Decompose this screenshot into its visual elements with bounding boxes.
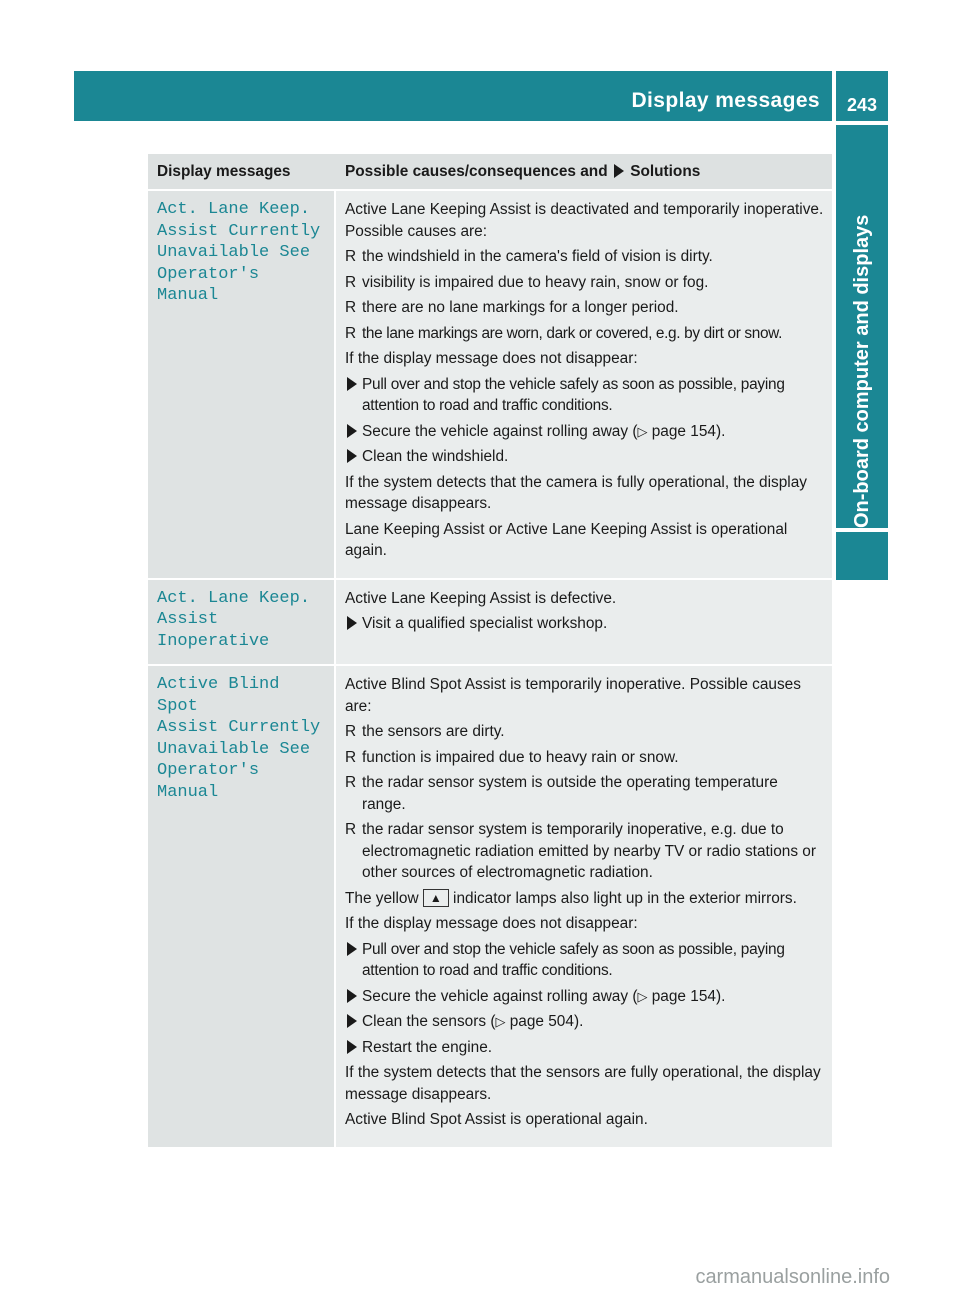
yellow-text-pre: The yellow: [345, 889, 419, 907]
if-not-disappear-text: If the display message does not disappear:: [345, 915, 638, 932]
chapter-side-tab: [836, 125, 888, 528]
bullet-text: function is impaired due to heavy rain or snow.: [362, 748, 679, 766]
action-arrow-icon: [347, 1040, 357, 1054]
bullet-icon: R: [345, 774, 357, 791]
bullet-icon: R: [345, 324, 357, 342]
display-message-text: Act. Lane Keep. Assist Inoperative: [157, 588, 311, 651]
display-message-text: Act. Lane Keep. Assist Currently Unavailable See Operator's Manual: [157, 200, 321, 305]
action-arrow-icon: [347, 942, 357, 956]
table-header-row: [148, 154, 832, 191]
step-text: Clean the windshield.: [362, 448, 509, 465]
table-row: [148, 580, 832, 667]
step-text: Secure the vehicle against rolling away (: [362, 422, 638, 440]
if-not-disappear-text: If the display message does not disappear:: [345, 350, 638, 367]
table-row: [148, 191, 832, 580]
action-step: [345, 1011, 825, 1033]
action-arrow-icon: [347, 1014, 357, 1028]
col-header-messages: Display messages: [148, 154, 336, 191]
page-ref-pointer-icon: ▷: [637, 988, 648, 1004]
watermark-text: carmanualsonline.info: [695, 1266, 890, 1288]
list-item: [345, 272, 825, 294]
chapter-side-marker: [836, 532, 888, 580]
page-ref-link[interactable]: page 154: [651, 987, 716, 1005]
list-item: [345, 323, 825, 345]
bullet-text: the lane markings are worn, dark or covered, e.g. by dirt or snow.: [362, 324, 783, 342]
action-arrow-icon: [347, 449, 357, 463]
bullet-text: the windshield in the camera's field of vision is dirty.: [362, 248, 713, 265]
bullet-text: there are no lane markings for a longer period.: [362, 299, 679, 316]
bullet-icon: R: [345, 821, 357, 838]
blind-spot-indicator-icon: ▲: [423, 889, 449, 907]
action-step: [345, 939, 825, 982]
page-ref-link[interactable]: page 504: [509, 1013, 574, 1030]
outro-text: Active Blind Spot Assist is operational again.: [345, 1111, 648, 1128]
col-header-solutions-post: Solutions: [630, 162, 701, 180]
step-text: Secure the vehicle against rolling away (: [362, 987, 638, 1005]
page-ref-link[interactable]: page 154: [651, 422, 716, 440]
bullet-text: the sensors are dirty.: [362, 723, 505, 740]
bullet-text: the radar sensor system is temporarily inoperative, e.g. due to electromagnetic radiation emitted by nearby TV or radio stations or other sources of electromagnetic radiation.: [362, 821, 816, 881]
list-item: [345, 297, 825, 319]
solution-cell: [336, 191, 832, 580]
outro-text: If the system detects that the camera is fully operational, the display message disappears.: [345, 473, 807, 512]
page-ref-pointer-icon: ▷: [495, 1014, 506, 1029]
action-step: [345, 374, 825, 417]
message-cell: [148, 191, 336, 580]
cause-intro: Active Lane Keeping Assist is deactivated and temporarily inoperative. Possible causes are:: [345, 201, 824, 240]
outro-text: If the system detects that the sensors are fully operational, the display message disappears.: [345, 1064, 821, 1103]
bullet-icon: R: [345, 299, 357, 316]
step-text: ).: [715, 987, 726, 1005]
step-text: Pull over and stop the vehicle safely as soon as possible, paying attention to road and traffic conditions.: [362, 940, 785, 979]
bullet-icon: R: [345, 748, 357, 766]
action-step: [345, 1037, 825, 1059]
step-text: ).: [715, 422, 726, 440]
chapter-side-tab-label: On-board computer and displays: [851, 214, 873, 528]
list-item: [345, 721, 825, 743]
page-ref-pointer-icon: ▷: [637, 423, 648, 439]
bullet-icon: R: [345, 248, 357, 265]
list-item: [345, 747, 825, 769]
outro-text: Lane Keeping Assist or Active Lane Keeping Assist is operational again.: [345, 520, 788, 559]
list-item: [345, 819, 825, 884]
bullet-text: visibility is impaired due to heavy rain, snow or fog.: [362, 273, 709, 291]
step-text: Restart the engine.: [362, 1038, 493, 1056]
step-text: ).: [573, 1013, 584, 1030]
step-text: Clean the sensors (: [362, 1013, 496, 1030]
step-text: Pull over and stop the vehicle safely as soon as possible, paying attention to road and traffic conditions.: [362, 375, 785, 414]
message-cell: [148, 580, 336, 667]
action-step: [345, 421, 825, 443]
col-header-solutions: [336, 154, 832, 191]
action-arrow-icon: [347, 424, 357, 438]
action-arrow-icon: [614, 164, 624, 178]
action-step: [345, 613, 825, 635]
step-text: Visit a qualified specialist workshop.: [362, 615, 608, 632]
section-header-bar: [74, 71, 832, 121]
yellow-indicator-text: [345, 888, 825, 910]
display-message-text: Active Blind Spot Assist Currently Unavailable See Operator's Manual: [157, 675, 321, 802]
message-cell: [148, 666, 336, 1149]
cause-intro: Active Blind Spot Assist is temporarily inoperative. Possible causes are:: [345, 676, 801, 715]
action-arrow-icon: [347, 989, 357, 1003]
solution-cell: [336, 580, 832, 667]
table-row: [148, 666, 832, 1149]
action-arrow-icon: [347, 616, 357, 630]
bullet-text: the radar sensor system is outside the operating temperature range.: [362, 774, 778, 813]
list-item: [345, 246, 825, 268]
solution-cell: [336, 666, 832, 1149]
section-title: Display messages: [631, 89, 820, 112]
action-arrow-icon: [347, 377, 357, 391]
page-number: 243: [836, 71, 888, 121]
cause-intro: Active Lane Keeping Assist is defective.: [345, 589, 617, 607]
col-header-solutions-pre: Possible causes/consequences and: [345, 162, 608, 180]
display-messages-table: [148, 154, 832, 1149]
bullet-icon: R: [345, 723, 357, 740]
bullet-icon: R: [345, 273, 357, 291]
yellow-text-post: indicator lamps also light up in the exterior mirrors.: [453, 889, 797, 907]
action-step: [345, 986, 825, 1008]
list-item: [345, 772, 825, 815]
action-step: [345, 446, 825, 468]
